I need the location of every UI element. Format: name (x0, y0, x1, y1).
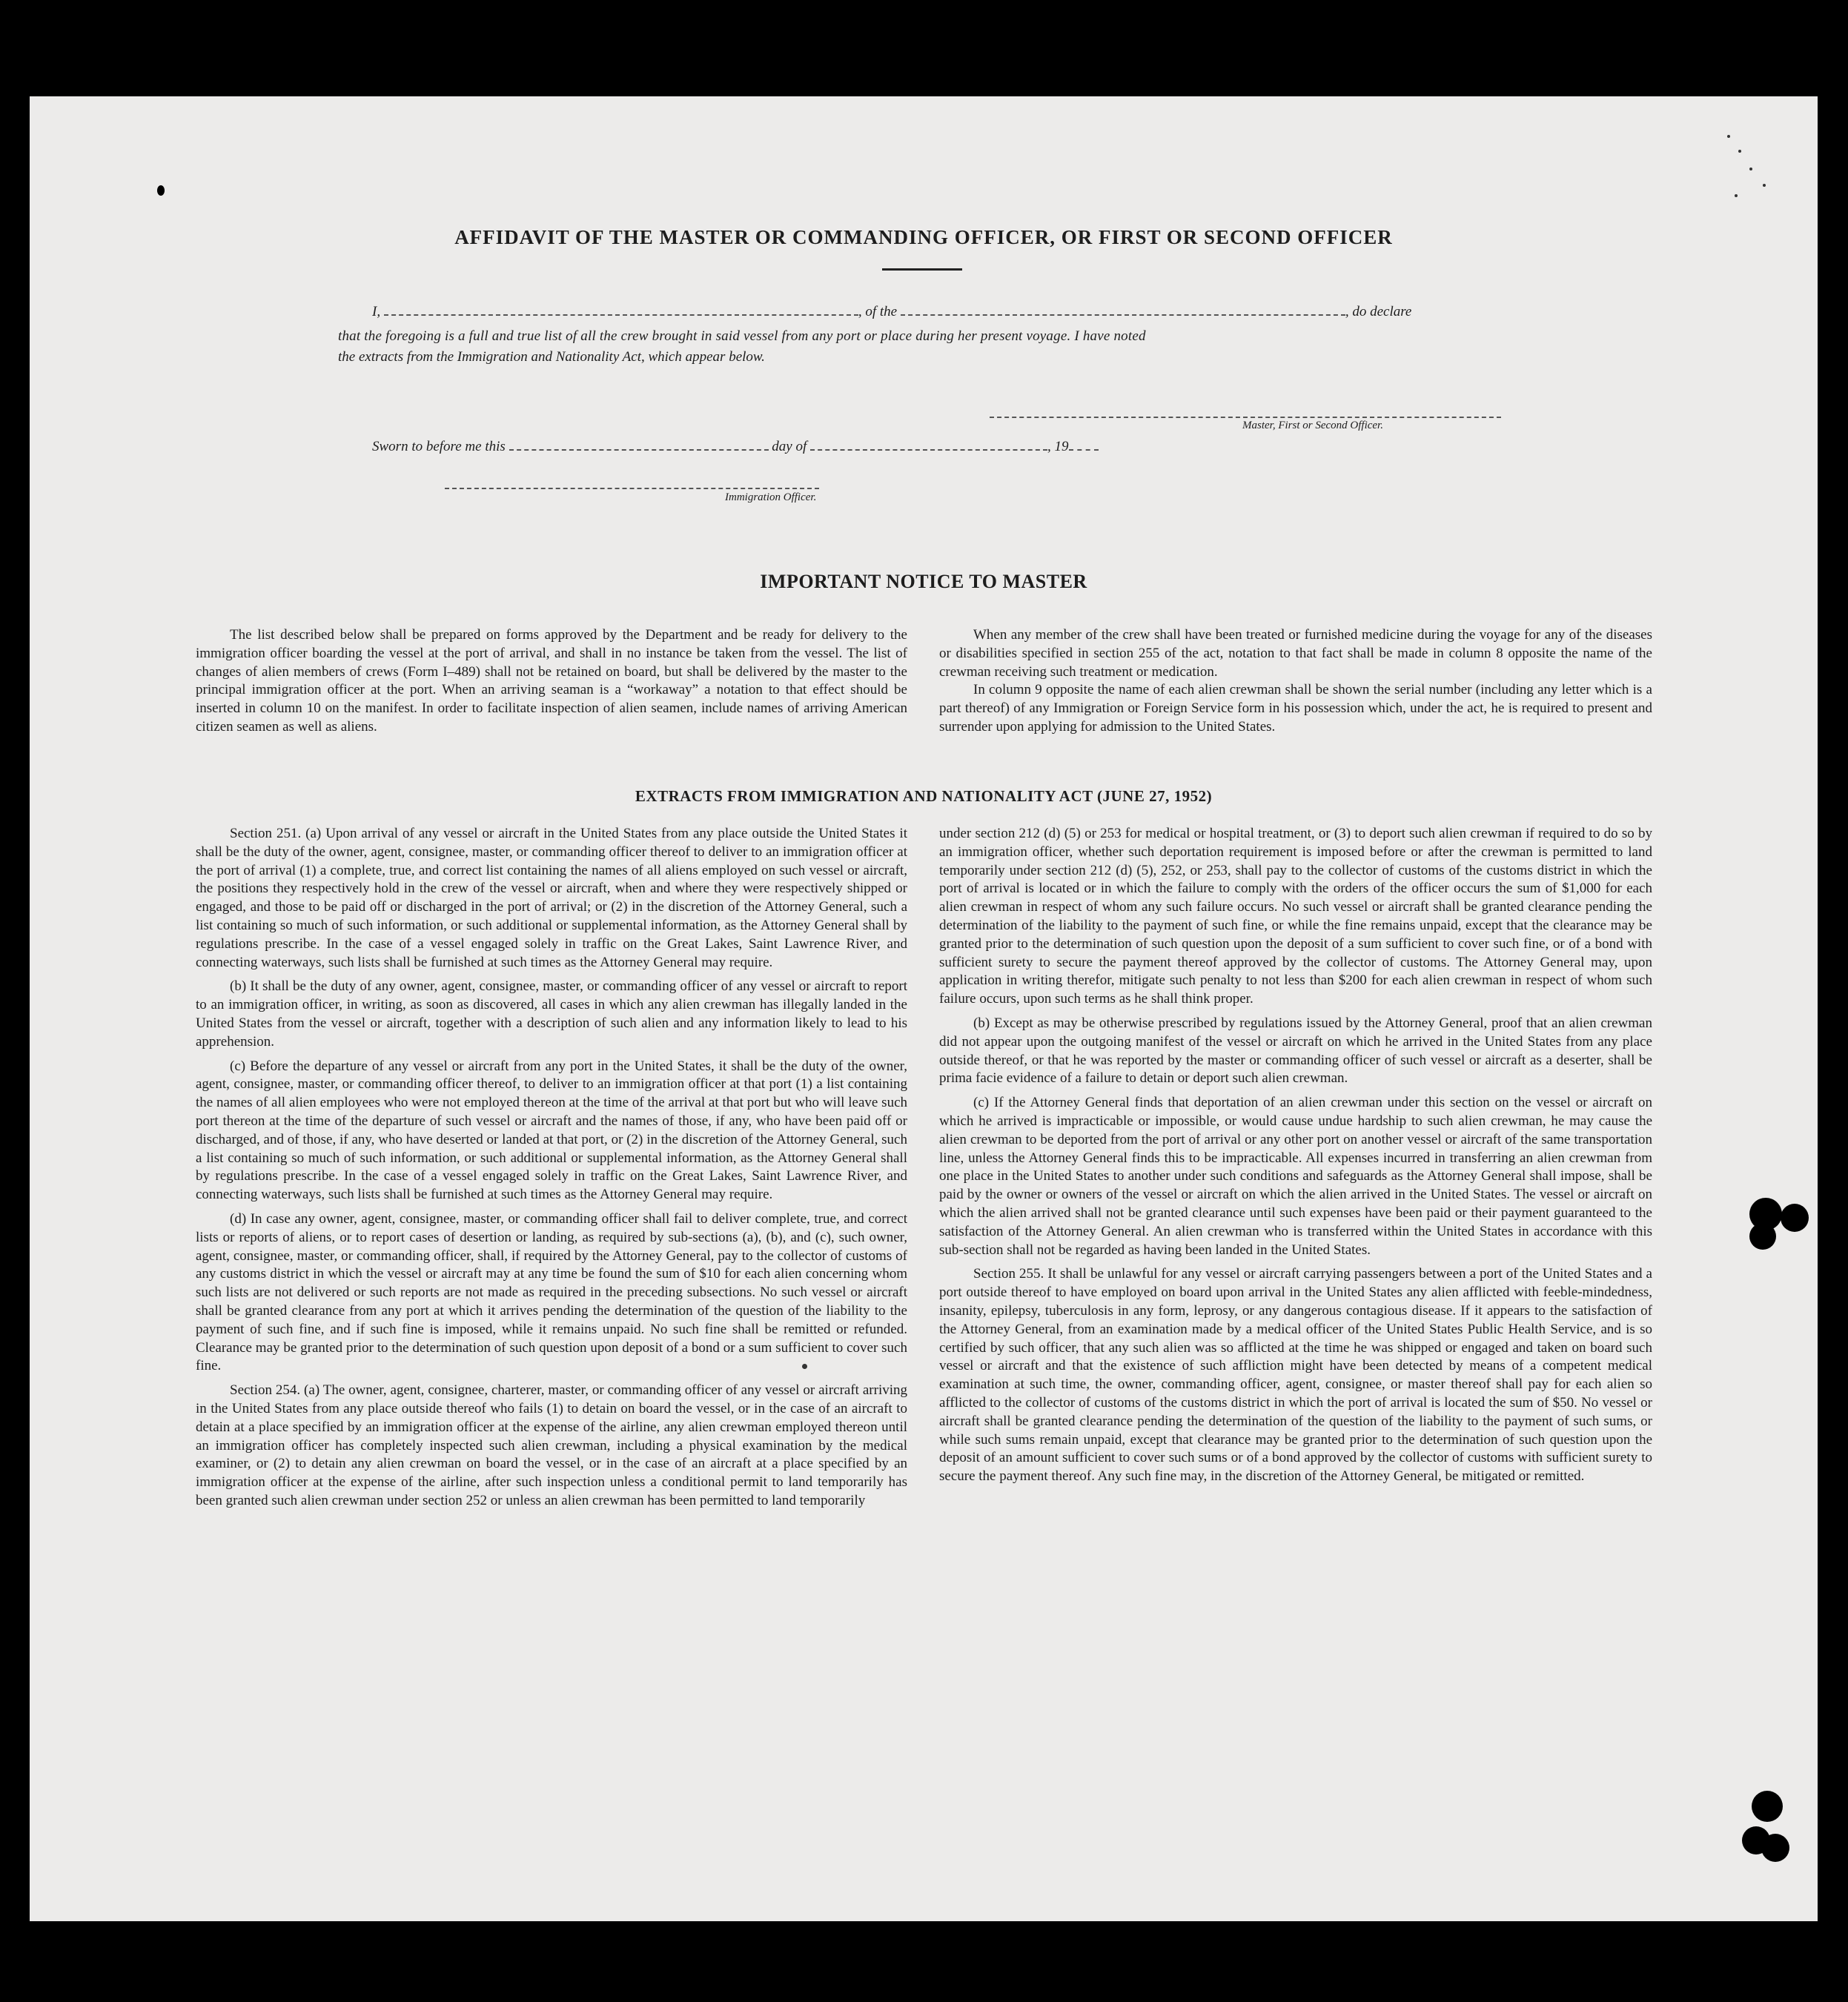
ink-speck (1763, 184, 1766, 187)
sworn-day-field[interactable] (509, 437, 769, 451)
section-251-c: (c) Before the departure of any vessel or aircraft from any port in the United States, it shall be the duty of the owner, agent, consignee, master, or commanding officer thereof, to deliver to an immigration officer at that port (1) a list containing the names of all alien employees who were not employed thereon at the time of the arrival at that port but who will leave such port thereon at the time of the departure of such vessel or aircraft and the names of those, if any, who have been paid off or discharged, and of those, if any, who have deserted or landed at that port, or (2) in the discretion of the Attorney General, such a list containing so much of such information, or such additional or supplemental information, as the Attorney General shall by regulations prescribe. In the case of a vessel engaged solely in traffic on the Great Lakes, Saint Lawrence River, and connecting waterways, such lists shall be furnished at such times as the Attorney General may require. (196, 1058, 907, 1203)
notice-paragraph: The list described below shall be prepared on forms approved by the Department and be ready for delivery to the immigration officer boarding the vessel at the port of arrival, and shall in no instance be taken from the vessel. The list of changes of alien members of crews (Form I–489) shall not be retained on board, but shall be delivered by the master to the principal immigration officer at the port. When an arriving seaman is a “workaway” a notation to that effect should be inserted in column 10 on the manifest. In order to facilitate inspection of alien seamen, include names of arriving American citizen seamen as well as aliens. (196, 627, 907, 735)
title-underline (882, 268, 962, 271)
vessel-name-field[interactable] (901, 302, 1345, 316)
sworn-month-field[interactable] (810, 437, 1047, 451)
ink-speck (1727, 135, 1730, 138)
master-caption: Master, First or Second Officer. (1242, 420, 1383, 431)
immigration-caption: Immigration Officer. (725, 491, 817, 503)
extracts-right-column (939, 825, 1652, 1486)
punch-hole-mark (1749, 1223, 1776, 1250)
affidavit-title: AFFIDAVIT OF THE MASTER OR COMMANDING OFFICER, OR FIRST OR SECOND OFFICER (454, 226, 1393, 248)
section-251-a: Section 251. (a) Upon arrival of any vessel or aircraft in the United States from any place outside the United States it shall be the duty of the owner, agent, consignee, master, or commanding officer thereof to deliver to an immigration officer at the port of arrival (1) a complete, true, and correct list containing the names of all aliens employed on such vessel or aircraft, the positions they respectively hold in the crew of the vessel or aircraft, when and where they were respectively shipped or engaged, and those to be paid off or discharged in the port of arrival; or (2) in the discretion of the Attorney General, such a list containing so much of such information, or such additional or supplemental information, as the Attorney General shall by regulations prescribe. In the case of a vessel engaged solely in traffic on the Great Lakes, Saint Lawrence River, and connecting waterways, such lists shall be furnished at such times as the Attorney General may require. (196, 826, 907, 970)
ink-speck (802, 1364, 807, 1369)
extracts-heading: EXTRACTS FROM IMMIGRATION AND NATIONALITY ACT (JUNE 27, 1952) (635, 787, 1213, 805)
notice-paragraph: When any member of the crew shall have been treated or furnished medicine during the voyage for any of the diseases or disabilities specified in section 255 of the act, notation to that fact shall be made in column 8 opposite the name of the crewman receiving such treatment or medication. (939, 627, 1652, 680)
section-254-b: (b) Except as may be otherwise prescribed by regulations issued by the Attorney General, proof that an alien crewman did not appear upon the outgoing manifest of the vessel or aircraft on which he arrived in the United States from any place outside thereof, or that he was reported by the master or commanding officer of such vessel or aircraft as a deserter, shall be prima facie evidence of a failure to detain or deport such alien crewman. (939, 1015, 1652, 1087)
section-251-d: (d) In case any owner, agent, consignee, master, or commanding officer shall fail to deliver complete, true, and correct lists or reports of aliens, or to report cases of desertion or landing, as required by sub-sections (a), (b), and (c), such owner, agent, consignee, master, or commanding officer, shall, if required by the Attorney General, pay to the collector of customs of any customs district in which the vessel or aircraft may at any time be found the sum of $10 for each alien concerning whom such lists are not delivered or such reports are not made as required in the preceding subsections. No such vessel or aircraft shall be granted clearance from any port at which it arrives pending the determination of the question of the liability to the payment of such fine, and if such fine is imposed, while it remains unpaid. No such fine shall be remitted or refunded. Clearance may be granted prior to the determination of such question upon deposit of a bond or a sum sufficient to cover such fine. (196, 1210, 907, 1374)
of-the-label: , of the (858, 304, 898, 319)
master-signature-line[interactable] (990, 417, 1501, 418)
sworn-line (372, 437, 1099, 455)
ink-speck (1735, 194, 1738, 197)
year-label: , 19 (1047, 439, 1069, 454)
section-254-a: Section 254. (a) The owner, agent, consignee, charterer, master, or commanding officer of any vessel or aircraft arriving in the United States from any place outside thereof who fails (1) to detain on board the vessel, or in the case of an aircraft to detain at a place specified by an immigration officer at the expense of the airline, any alien crewman employed thereon until an immigration officer has completely inspected such alien crewman, including a physical examination by the medical examiner, or (2) to detain any alien crewman on board the vessel, or in the case of an aircraft at a place specified by an immigration officer at the expense of the airline, after such inspection unless a conditional permit to land temporarily has been granted such alien crewman under section 252 or unless an alien crewman has been permitted to land temporarily (196, 1382, 907, 1508)
ink-speck (1749, 168, 1752, 170)
notice-paragraph: In column 9 opposite the name of each alien crewman shall be shown the serial number (including any letter which is a part thereof) of any Immigration or Foreign Service form in his possession which, under the act, he is required to present and surrender upon applying for admission to the United States. (939, 682, 1652, 735)
section-254-a-continued: under section 212 (d) (5) or 253 for medical or hospital treatment, or (3) to deport such alien crewman if required to do so by an immigration officer, whether such deportation requirement is imposed before or after the crewman is permitted to land temporarily under section 212 (d) (5), 252, or 253, shall pay to the collector of customs of the customs district in which the port of arrival is located or in which the failure to comply with the orders of the officer occurs the sum of $1,000 for each alien crewman in respect of whom any such failure occurs. No such vessel or aircraft shall be granted clearance pending the determination of the liability to the payment of such fine, or while the fine remains unpaid, except that the clearance may be granted prior to the determination of such question upon the deposit of a sum sufficient to cover such fine, or of a bond with sufficient surety to secure the payment thereof approved by the collector of customs. The Attorney General may, upon application in writing therefor, mitigate such penalty to not less than $200 for each alien crewman in respect of whom such failure occurs, upon such terms as he shall think proper. (939, 826, 1652, 1007)
notice-left-column (196, 626, 907, 737)
sworn-label: Sworn to before me this (372, 439, 506, 454)
ink-speck (1738, 150, 1741, 153)
notice-right-column (939, 626, 1652, 737)
declaration-line-2: that the foregoing is a full and true list of all the crew brought in said vessel from any port or place during her present voyage. I have noted (338, 328, 1146, 344)
punch-hole-mark (1781, 1204, 1809, 1232)
day-of-label: day of (772, 439, 807, 454)
extracts-left-column (196, 825, 907, 1511)
declaration-line-3: the extracts from the Immigration and Nationality Act, which appear below. (338, 349, 765, 365)
section-254-c: (c) If the Attorney General finds that deportation of an alien crewman under this section on the vessel or aircraft on which he arrived is impracticable or impossible, or would cause undue hardship to such alien crewman, he may cause the alien crewman to be deported from the port of arrival or any other port on another vessel or aircraft of the same transportation line, unless the Attorney General finds this to be impracticable. All expenses incurred in transferring an alien crewman from one place in the United States to another under such conditions and safeguards as the Attorney General shall impose, shall be paid by the owner or owners of the vessel or aircraft on which the alien arrived in the United States. The vessel or aircraft on which the alien arrived shall not be granted clearance until such expenses have been paid or their payment guaranteed to the satisfaction of the Attorney General. An alien crewman who is transferred within the United States in accordance with this sub-section shall not be regarded as having been landed in the United States. (939, 1095, 1652, 1258)
i-label: I, (372, 304, 381, 319)
notice-heading: IMPORTANT NOTICE TO MASTER (760, 571, 1087, 592)
section-251-b: (b) It shall be the duty of any owner, agent, consignee, master, or commanding officer of any vessel or aircraft to report to an immigration officer, in writing, as soon as discovered, all cases in which any alien crewman has illegally landed in the United States from the vessel or aircraft, together with a description of such alien and any information likely to lead to his apprehension. (196, 978, 907, 1050)
section-255: Section 255. It shall be unlawful for any vessel or aircraft carrying passengers between a port of the United States and a port outside thereof to have employed on board upon arrival in the United States any alien afflicted with feeble-mindedness, insanity, epilepsy, tuberculosis in any form, leprosy, or any dangerous contagious disease. If it appears to the satisfaction of the Attorney General, from an examination made by a medical officer of the United States Public Health Service, and is so certified by such officer, that any such alien was so afflicted at the time he was shipped or engaged and taken on board such vessel or aircraft and that the existence of such affliction might have been detected by means of a competent medical examination at such time, the owner, commanding officer, agent, consignee, or master thereof shall pay for each alien so afflicted to the collector of customs of the customs district in which the port of arrival is located the sum of $50. No vessel or aircraft shall be granted clearance pending the determination of the question of the liability to the payment of such sums, or while such sums remain unpaid, except that clearance may be granted prior to the determination of such question upon the deposit of an amount sufficient to cover such sums or of a bond approved by the collector of customs with sufficient surety to secure the payment thereof. Any such fine may, in the discretion of the Attorney General, be mitigated or remitted. (939, 1266, 1652, 1485)
ink-speck (157, 185, 165, 196)
punch-hole-mark (1761, 1834, 1789, 1862)
punch-hole-mark (1752, 1791, 1783, 1822)
officer-name-field[interactable] (384, 302, 858, 316)
sworn-year-field[interactable] (1069, 437, 1099, 451)
declaration-line-1 (372, 302, 1411, 320)
do-declare-label: , do declare (1345, 304, 1412, 319)
immigration-officer-signature-line[interactable] (445, 488, 819, 489)
document-page (30, 96, 1818, 1921)
